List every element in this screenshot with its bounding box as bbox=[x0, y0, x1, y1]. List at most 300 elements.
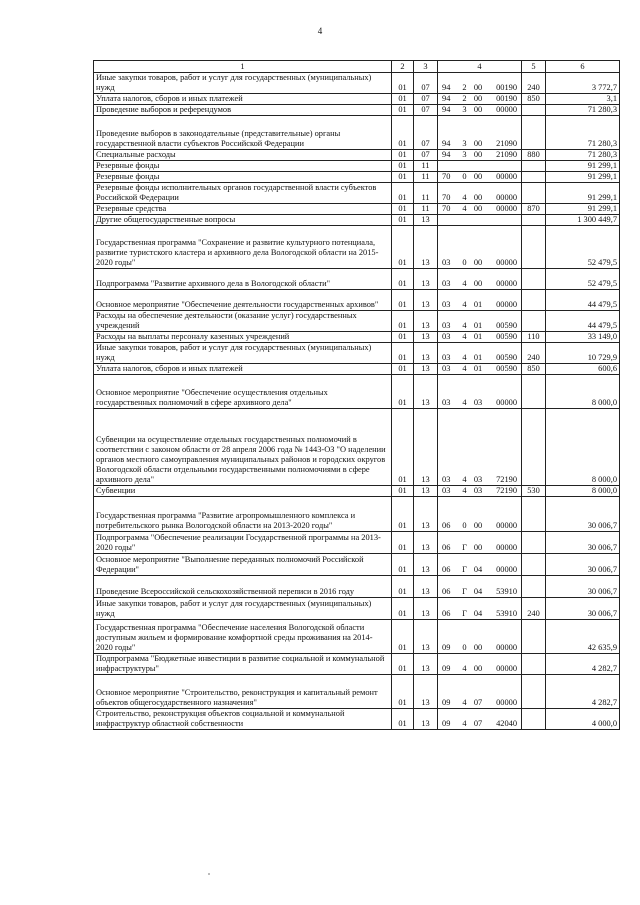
table-row bbox=[94, 150, 620, 161]
code-part: 03 bbox=[442, 398, 451, 407]
section-code: 01 bbox=[392, 332, 414, 343]
section-code: 01 bbox=[392, 409, 414, 486]
amount: 91 299,1 bbox=[546, 161, 620, 172]
amount: 33 149,0 bbox=[546, 332, 620, 343]
code-part: 03 bbox=[442, 364, 451, 373]
code-part: 03 bbox=[442, 486, 451, 495]
expense-type-code: 880 bbox=[522, 150, 546, 161]
subsection-code: 13 bbox=[414, 654, 438, 675]
target-article-code bbox=[438, 183, 522, 204]
code-part: 4 bbox=[462, 332, 467, 341]
amount: 10 729,9 bbox=[546, 343, 620, 364]
row-name: Основное мероприятие "Обеспечение деятельности государственных архивов" bbox=[94, 290, 392, 311]
target-article-code bbox=[438, 161, 522, 172]
table-row bbox=[94, 343, 620, 364]
table-row bbox=[94, 269, 620, 290]
amount: 8 000,0 bbox=[546, 409, 620, 486]
row-name: Основное мероприятие "Строительство, реконструкция и капитальный ремонт объектов общегосударственного назначения" bbox=[94, 675, 392, 709]
table-row bbox=[94, 532, 620, 554]
code-part: 72190 bbox=[496, 475, 517, 484]
code-part: 94 bbox=[442, 94, 451, 103]
table-row bbox=[94, 311, 620, 332]
table-row bbox=[94, 654, 620, 675]
amount: 8 000,0 bbox=[546, 375, 620, 409]
target-article-code bbox=[438, 94, 522, 105]
section-code: 01 bbox=[392, 709, 414, 730]
code-part: 4 bbox=[462, 486, 467, 495]
code-part: 09 bbox=[442, 698, 451, 707]
header-cell: 3 bbox=[414, 61, 438, 73]
expense-type-code: 850 bbox=[522, 94, 546, 105]
row-name: Государственная программа "Сохранение и развитие культурного потенциала, развитие туристского кластера и архивного дела Вологодской области на 2015-2020 годы" bbox=[94, 226, 392, 269]
expense-type-code: 240 bbox=[522, 73, 546, 94]
section-code: 01 bbox=[392, 215, 414, 226]
table-row bbox=[94, 332, 620, 343]
table-row bbox=[94, 73, 620, 94]
amount: 30 006,7 bbox=[546, 598, 620, 620]
amount: 30 006,7 bbox=[546, 497, 620, 532]
code-part: 03 bbox=[442, 332, 451, 341]
row-name: Государственная программа "Развитие агропромышленного комплекса и потребительского рынка Вологодской области на 2013-2020 годы" bbox=[94, 497, 392, 532]
amount: 71 280,3 bbox=[546, 105, 620, 116]
table-row bbox=[94, 290, 620, 311]
code-part: 00000 bbox=[496, 664, 517, 673]
row-name: Проведение выборов и референдумов bbox=[94, 105, 392, 116]
code-part: 53910 bbox=[496, 587, 517, 596]
section-code: 01 bbox=[392, 343, 414, 364]
subsection-code: 13 bbox=[414, 554, 438, 576]
table-row bbox=[94, 105, 620, 116]
subsection-code: 13 bbox=[414, 598, 438, 620]
table-row bbox=[94, 497, 620, 532]
amount: 44 479,5 bbox=[546, 290, 620, 311]
code-part: 70 bbox=[442, 204, 451, 213]
code-part: 04 bbox=[473, 565, 483, 574]
subsection-code: 13 bbox=[414, 332, 438, 343]
code-part: 0 bbox=[462, 643, 467, 652]
row-name: Подпрограмма "Бюджетные инвестиции в развитие социальной и коммунальной инфраструктуры" bbox=[94, 654, 392, 675]
expense-type-code bbox=[522, 497, 546, 532]
section-code: 01 bbox=[392, 486, 414, 497]
expense-type-code: 850 bbox=[522, 364, 546, 375]
code-part: 00 bbox=[473, 258, 483, 267]
expense-type-code: 240 bbox=[522, 598, 546, 620]
table-row bbox=[94, 183, 620, 204]
code-part: 03 bbox=[442, 321, 451, 330]
code-part: 4 bbox=[462, 664, 467, 673]
section-code: 01 bbox=[392, 375, 414, 409]
code-part: 01 bbox=[473, 353, 483, 362]
table-row bbox=[94, 620, 620, 654]
code-part: 53910 bbox=[496, 609, 517, 618]
amount: 4 282,7 bbox=[546, 675, 620, 709]
header-cell: 4 bbox=[438, 61, 522, 73]
code-part: 06 bbox=[442, 521, 451, 530]
code-part: 00 bbox=[473, 172, 483, 181]
code-part: 01 bbox=[473, 321, 483, 330]
expense-type-code bbox=[522, 409, 546, 486]
code-part: 42040 bbox=[496, 719, 517, 728]
target-article-code bbox=[438, 532, 522, 554]
code-part: 70 bbox=[442, 193, 451, 202]
target-article-code bbox=[438, 215, 522, 226]
code-part: 4 bbox=[462, 321, 467, 330]
target-article-code bbox=[438, 269, 522, 290]
code-part: 00000 bbox=[496, 565, 517, 574]
expense-type-code: 530 bbox=[522, 486, 546, 497]
code-part: 03 bbox=[442, 353, 451, 362]
code-part: 00 bbox=[473, 83, 483, 92]
code-part: 00 bbox=[473, 664, 483, 673]
row-name: Подпрограмма "Развитие архивного дела в Вологодской области" bbox=[94, 269, 392, 290]
row-name: Основное мероприятие "Выполнение переданных полномочий Российской Федерации" bbox=[94, 554, 392, 576]
target-article-code bbox=[438, 343, 522, 364]
section-code: 01 bbox=[392, 620, 414, 654]
code-part: 04 bbox=[473, 609, 483, 618]
row-name: Субвенции на осуществление отдельных государственных полномочий в соответствии с законом области от 28 апреля 2006 года № 1443-ОЗ "О наделении органов местного самоуправления муниципальных районов и городских округов Вологодской области отдельными государственными полномочиями в сфере архивного дела" bbox=[94, 409, 392, 486]
target-article-code bbox=[438, 497, 522, 532]
table-row bbox=[94, 116, 620, 150]
row-name: Иные закупки товаров, работ и услуг для государственных (муниципальных) нужд bbox=[94, 343, 392, 364]
expense-type-code bbox=[522, 554, 546, 576]
code-part: 00190 bbox=[496, 83, 517, 92]
code-part: 01 bbox=[473, 300, 483, 309]
code-part: 00 bbox=[473, 279, 483, 288]
code-part: 00 bbox=[473, 204, 483, 213]
code-part: 00 bbox=[473, 139, 483, 148]
table-row bbox=[94, 375, 620, 409]
code-part: 4 bbox=[462, 475, 467, 484]
expense-type-code: 870 bbox=[522, 204, 546, 215]
code-part: 2 bbox=[462, 83, 467, 92]
code-part: 72190 bbox=[496, 486, 517, 495]
subsection-code: 13 bbox=[414, 497, 438, 532]
expense-type-code bbox=[522, 215, 546, 226]
code-part: 4 bbox=[462, 204, 467, 213]
code-part: Г bbox=[462, 587, 467, 596]
code-part: 00000 bbox=[496, 300, 517, 309]
subsection-code: 07 bbox=[414, 116, 438, 150]
subsection-code: 13 bbox=[414, 532, 438, 554]
row-name: Субвенции bbox=[94, 486, 392, 497]
row-name: Государственная программа "Обеспечение населения Вологодской области доступным жильем и формирование комфортной среды проживания на 2014-2020 годы" bbox=[94, 620, 392, 654]
amount: 8 000,0 bbox=[546, 486, 620, 497]
code-part: 00 bbox=[473, 193, 483, 202]
expense-type-code bbox=[522, 675, 546, 709]
code-part: 94 bbox=[442, 150, 451, 159]
row-name: Иные закупки товаров, работ и услуг для государственных (муниципальных) нужд bbox=[94, 598, 392, 620]
table-row bbox=[94, 709, 620, 730]
subsection-code: 13 bbox=[414, 375, 438, 409]
section-code: 01 bbox=[392, 554, 414, 576]
code-part: 00 bbox=[473, 543, 483, 552]
section-code: 01 bbox=[392, 290, 414, 311]
row-name: Проведение выборов в законодательные (представительные) органы государственной власти субъектов Российской Федерации bbox=[94, 116, 392, 150]
subsection-code: 13 bbox=[414, 709, 438, 730]
header-cell: 5 bbox=[522, 61, 546, 73]
section-code: 01 bbox=[392, 269, 414, 290]
section-code: 01 bbox=[392, 311, 414, 332]
subsection-code: 07 bbox=[414, 105, 438, 116]
section-code: 01 bbox=[392, 654, 414, 675]
subsection-code: 11 bbox=[414, 204, 438, 215]
header-cell: 1 bbox=[94, 61, 392, 73]
section-code: 01 bbox=[392, 105, 414, 116]
amount: 52 479,5 bbox=[546, 226, 620, 269]
amount: 71 280,3 bbox=[546, 116, 620, 150]
target-article-code bbox=[438, 620, 522, 654]
subsection-code: 13 bbox=[414, 576, 438, 598]
code-part: 00000 bbox=[496, 521, 517, 530]
section-code: 01 bbox=[392, 204, 414, 215]
subsection-code: 13 bbox=[414, 269, 438, 290]
subsection-code: 13 bbox=[414, 226, 438, 269]
code-part: 06 bbox=[442, 609, 451, 618]
amount: 30 006,7 bbox=[546, 576, 620, 598]
code-part: 4 bbox=[462, 364, 467, 373]
amount: 4 282,7 bbox=[546, 654, 620, 675]
table-row bbox=[94, 364, 620, 375]
table-row bbox=[94, 554, 620, 576]
table-row bbox=[94, 226, 620, 269]
code-part: 00000 bbox=[496, 258, 517, 267]
amount: 52 479,5 bbox=[546, 269, 620, 290]
subsection-code: 13 bbox=[414, 409, 438, 486]
row-name: Уплата налогов, сборов и иных платежей bbox=[94, 364, 392, 375]
amount: 71 280,3 bbox=[546, 150, 620, 161]
subsection-code: 11 bbox=[414, 172, 438, 183]
page-number: 4 bbox=[317, 26, 323, 36]
table-row bbox=[94, 409, 620, 486]
code-part: 0 bbox=[462, 172, 467, 181]
table-row bbox=[94, 675, 620, 709]
code-part: Г bbox=[462, 543, 467, 552]
amount: 91 299,1 bbox=[546, 204, 620, 215]
amount: 42 635,9 bbox=[546, 620, 620, 654]
code-part: 3 bbox=[462, 150, 467, 159]
code-part: 00000 bbox=[496, 643, 517, 652]
code-part: 00000 bbox=[496, 698, 517, 707]
section-code: 01 bbox=[392, 150, 414, 161]
target-article-code bbox=[438, 675, 522, 709]
subsection-code: 13 bbox=[414, 486, 438, 497]
code-part: 4 bbox=[462, 279, 467, 288]
row-name: Другие общегосударственные вопросы bbox=[94, 215, 392, 226]
row-name: Основное мероприятие "Обеспечение осуществления отдельных государственных полномочий в сфере архивного дела" bbox=[94, 375, 392, 409]
expense-type-code: 110 bbox=[522, 332, 546, 343]
target-article-code bbox=[438, 598, 522, 620]
target-article-code bbox=[438, 73, 522, 94]
section-code: 01 bbox=[392, 364, 414, 375]
code-part: 0 bbox=[462, 258, 467, 267]
section-code: 01 bbox=[392, 532, 414, 554]
target-article-code bbox=[438, 654, 522, 675]
section-code: 01 bbox=[392, 497, 414, 532]
table-header-row bbox=[94, 61, 620, 73]
code-part: 00 bbox=[473, 521, 483, 530]
budget-table bbox=[93, 60, 620, 730]
expense-type-code bbox=[522, 116, 546, 150]
amount: 4 000,0 bbox=[546, 709, 620, 730]
expense-type-code bbox=[522, 161, 546, 172]
code-part: 70 bbox=[442, 172, 451, 181]
section-code: 01 bbox=[392, 161, 414, 172]
row-name: Подпрограмма "Обеспечение реализации Государственной программы на 2013-2020 годы" bbox=[94, 532, 392, 554]
row-name: Резервные фонды bbox=[94, 172, 392, 183]
expense-type-code bbox=[522, 226, 546, 269]
code-part: 03 bbox=[442, 279, 451, 288]
expense-type-code bbox=[522, 709, 546, 730]
expense-type-code bbox=[522, 105, 546, 116]
code-part: 94 bbox=[442, 83, 451, 92]
row-name: Иные закупки товаров, работ и услуг для государственных (муниципальных) нужд bbox=[94, 73, 392, 94]
code-part: 00 bbox=[473, 105, 483, 114]
amount: 44 479,5 bbox=[546, 311, 620, 332]
code-part: 00590 bbox=[496, 332, 517, 341]
table-row bbox=[94, 94, 620, 105]
code-part: 21090 bbox=[496, 139, 517, 148]
code-part: 94 bbox=[442, 139, 451, 148]
table-row bbox=[94, 204, 620, 215]
target-article-code bbox=[438, 554, 522, 576]
code-part: 4 bbox=[462, 698, 467, 707]
code-part: 03 bbox=[473, 398, 483, 407]
code-part: 00590 bbox=[496, 353, 517, 362]
target-article-code bbox=[438, 375, 522, 409]
code-part: 09 bbox=[442, 664, 451, 673]
expense-type-code bbox=[522, 311, 546, 332]
target-article-code bbox=[438, 364, 522, 375]
expense-type-code bbox=[522, 183, 546, 204]
row-name: Специальные расходы bbox=[94, 150, 392, 161]
subsection-code: 13 bbox=[414, 215, 438, 226]
section-code: 01 bbox=[392, 73, 414, 94]
code-part: 4 bbox=[462, 398, 467, 407]
subsection-code: 13 bbox=[414, 343, 438, 364]
code-part: 03 bbox=[473, 486, 483, 495]
subsection-code: 13 bbox=[414, 311, 438, 332]
section-code: 01 bbox=[392, 226, 414, 269]
target-article-code bbox=[438, 709, 522, 730]
subsection-code: 07 bbox=[414, 73, 438, 94]
row-name: Расходы на выплаты персоналу казенных учреждений bbox=[94, 332, 392, 343]
amount: 3 772,7 bbox=[546, 73, 620, 94]
section-code: 01 bbox=[392, 116, 414, 150]
expense-type-code bbox=[522, 290, 546, 311]
code-part: Г bbox=[462, 565, 467, 574]
table-row bbox=[94, 576, 620, 598]
subsection-code: 07 bbox=[414, 94, 438, 105]
row-name: Резервные фонды исполнительных органов государственной власти субъектов Российской Федерации bbox=[94, 183, 392, 204]
code-part: 00000 bbox=[496, 172, 517, 181]
target-article-code bbox=[438, 116, 522, 150]
section-code: 01 bbox=[392, 576, 414, 598]
expense-type-code bbox=[522, 172, 546, 183]
expense-type-code bbox=[522, 654, 546, 675]
code-part: 21090 bbox=[496, 150, 517, 159]
code-part: 00000 bbox=[496, 105, 517, 114]
amount: 3,1 bbox=[546, 94, 620, 105]
code-part: 03 bbox=[473, 475, 483, 484]
section-code: 01 bbox=[392, 183, 414, 204]
expense-type-code bbox=[522, 532, 546, 554]
subsection-code: 11 bbox=[414, 183, 438, 204]
target-article-code bbox=[438, 226, 522, 269]
expense-type-code bbox=[522, 620, 546, 654]
scan-speck bbox=[208, 873, 210, 875]
row-name: Уплата налогов, сборов и иных платежей bbox=[94, 94, 392, 105]
header-cell: 2 bbox=[392, 61, 414, 73]
code-part: 07 bbox=[473, 719, 483, 728]
code-part: 03 bbox=[442, 258, 451, 267]
target-article-code bbox=[438, 150, 522, 161]
code-part: 06 bbox=[442, 565, 451, 574]
code-part: 01 bbox=[473, 332, 483, 341]
target-article-code bbox=[438, 311, 522, 332]
code-part: Г bbox=[462, 609, 467, 618]
table-row bbox=[94, 172, 620, 183]
target-article-code bbox=[438, 486, 522, 497]
section-code: 01 bbox=[392, 94, 414, 105]
code-part: 3 bbox=[462, 139, 467, 148]
target-article-code bbox=[438, 105, 522, 116]
table-row bbox=[94, 486, 620, 497]
expense-type-code bbox=[522, 269, 546, 290]
section-code: 01 bbox=[392, 598, 414, 620]
code-part: 00000 bbox=[496, 204, 517, 213]
amount: 600,6 bbox=[546, 364, 620, 375]
code-part: 00000 bbox=[496, 279, 517, 288]
code-part: 03 bbox=[442, 300, 451, 309]
table-row bbox=[94, 598, 620, 620]
subsection-code: 13 bbox=[414, 675, 438, 709]
expense-type-code bbox=[522, 576, 546, 598]
code-part: 09 bbox=[442, 643, 451, 652]
code-part: 00 bbox=[473, 643, 483, 652]
row-name: Резервные средства bbox=[94, 204, 392, 215]
code-part: 2 bbox=[462, 94, 467, 103]
row-name: Проведение Всероссийской сельскохозяйственной переписи в 2016 году bbox=[94, 576, 392, 598]
code-part: 07 bbox=[473, 698, 483, 707]
code-part: 09 bbox=[442, 719, 451, 728]
amount: 91 299,1 bbox=[546, 183, 620, 204]
code-part: 00590 bbox=[496, 364, 517, 373]
subsection-code: 13 bbox=[414, 290, 438, 311]
code-part: 00190 bbox=[496, 94, 517, 103]
target-article-code bbox=[438, 576, 522, 598]
target-article-code bbox=[438, 409, 522, 486]
subsection-code: 13 bbox=[414, 364, 438, 375]
row-name: Резервные фонды bbox=[94, 161, 392, 172]
code-part: 4 bbox=[462, 353, 467, 362]
code-part: 00 bbox=[473, 150, 483, 159]
code-part: 00000 bbox=[496, 398, 517, 407]
subsection-code: 13 bbox=[414, 620, 438, 654]
code-part: 00 bbox=[473, 94, 483, 103]
subsection-code: 07 bbox=[414, 150, 438, 161]
target-article-code bbox=[438, 204, 522, 215]
table-row bbox=[94, 161, 620, 172]
code-part: 03 bbox=[442, 475, 451, 484]
code-part: 3 bbox=[462, 105, 467, 114]
table-row bbox=[94, 215, 620, 226]
code-part: 94 bbox=[442, 105, 451, 114]
amount: 30 006,7 bbox=[546, 532, 620, 554]
amount: 91 299,1 bbox=[546, 172, 620, 183]
code-part: 04 bbox=[473, 587, 483, 596]
target-article-code bbox=[438, 172, 522, 183]
code-part: 4 bbox=[462, 719, 467, 728]
